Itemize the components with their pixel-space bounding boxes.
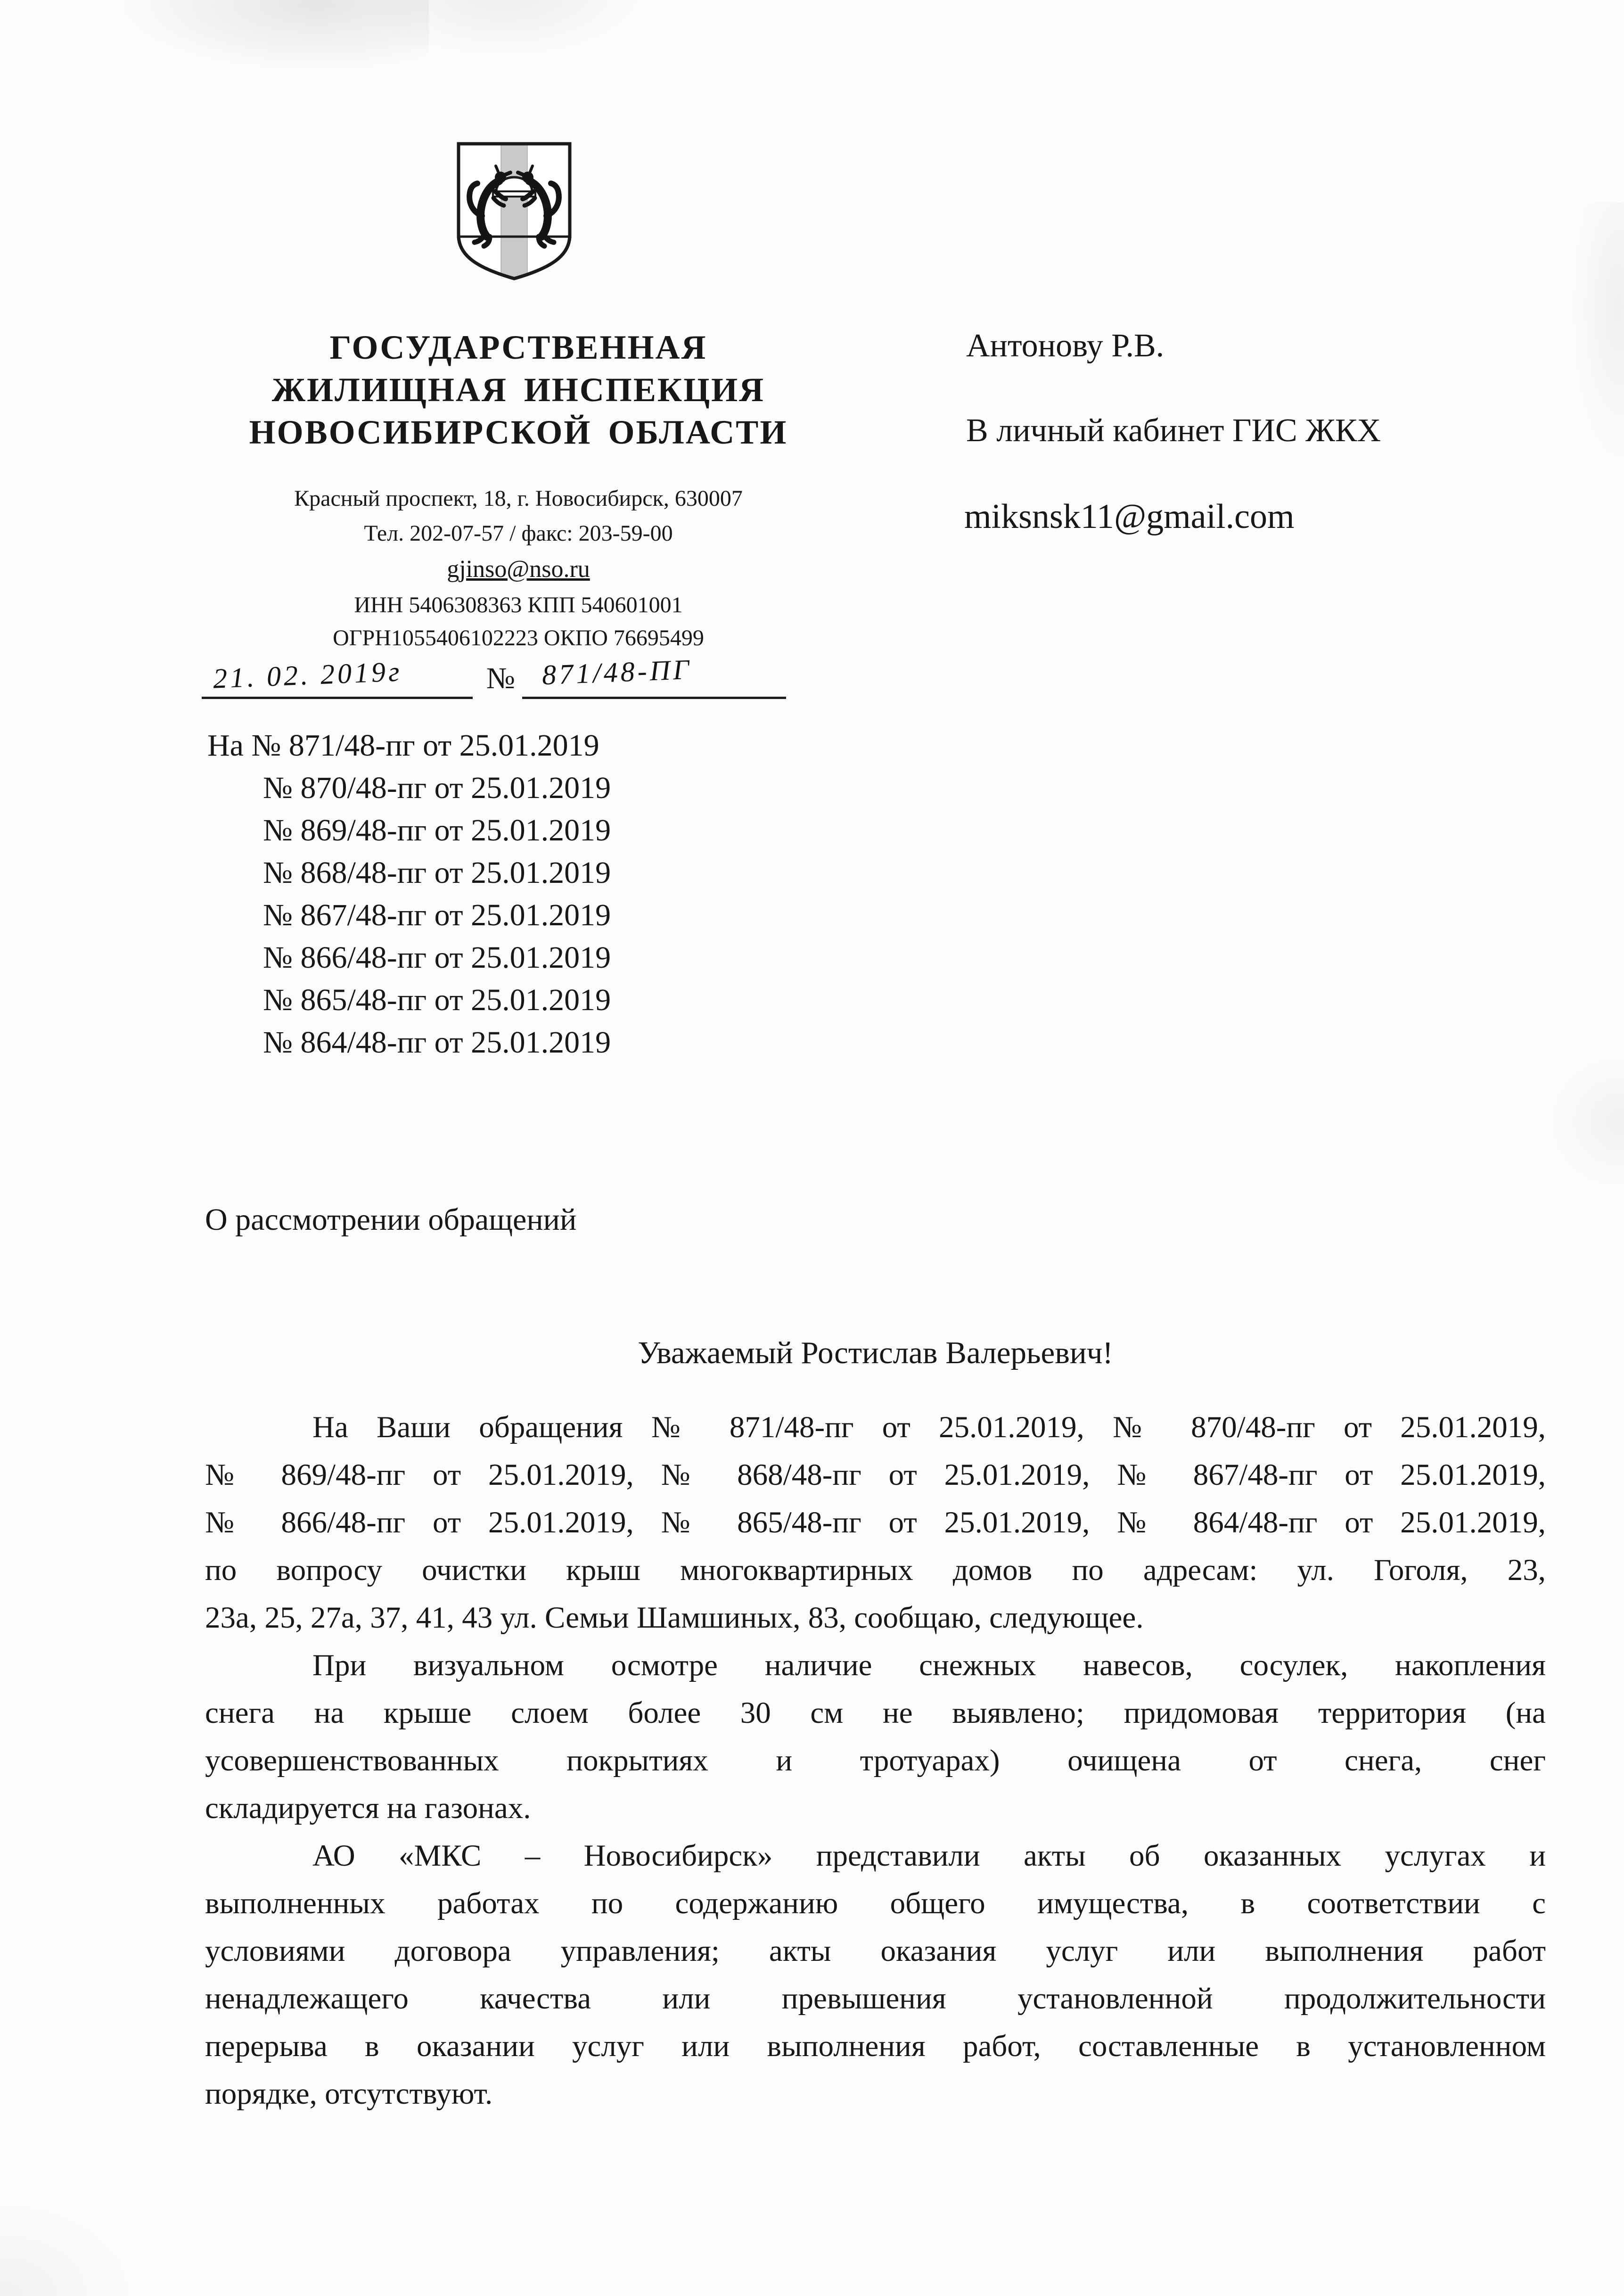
body-line: выполненных работах по содержанию общего имущества, в соответствии с [205, 1886, 1546, 1920]
coat-of-arms-novosibirsk-oblast [453, 140, 575, 282]
scan-artifact [1569, 203, 1624, 467]
reference-list [207, 724, 611, 1064]
scan-artifact [108, 0, 429, 75]
org-name-line-3: НОВОСИБИРСКОЙ ОБЛАСТИ [249, 413, 788, 451]
recipient-name: Антонову Р.В. [966, 328, 1165, 364]
reference-item: № 866/48-пг от 25.01.2019 [263, 940, 611, 975]
number-ruleline [522, 697, 786, 699]
org-name-line-2: ЖИЛИЩНАЯ ИНСПЕКЦИЯ [271, 371, 765, 409]
salutation: Уважаемый Ростислав Валерьевич! [638, 1335, 1113, 1370]
recipient-delivery-method: В личный кабинет ГИС ЖКХ [966, 412, 1381, 449]
scan-artifact [0, 2197, 141, 2296]
number-sign: № [486, 661, 516, 695]
org-phone-fax: Тел. 202-07-57 / факс: 203-59-00 [364, 521, 673, 546]
subject-line: О рассмотрении обращений [205, 1202, 577, 1237]
body-line: складируется на газонах. [205, 1791, 531, 1825]
org-address: Красный проспект, 18, г. Новосибирск, 630007 [294, 486, 743, 511]
body-line: ненадлежащего качества или превышения установленной продолжительности [205, 1982, 1546, 2016]
org-name-line-1: ГОСУДАРСТВЕННАЯ [329, 329, 707, 366]
outgoing-number-handwritten: 871/48-ПГ [541, 653, 693, 691]
body-line: АО «МКС – Новосибирск» представили акты об оказанных услугах и [312, 1839, 1546, 1873]
body-line: При визуальном осмотре наличие снежных навесов, сосулек, накопления [312, 1648, 1546, 1682]
scan-artifact [358, 0, 650, 61]
coat-of-arms-icon [453, 140, 575, 282]
body-line: перерыва в оказании услуг или выполнения работ, составленные в установленном [205, 2029, 1546, 2063]
reference-item: № 865/48-пг от 25.01.2019 [263, 983, 611, 1017]
body-line: № 869/48-пг от 25.01.2019, № 868/48-пг от 25.01.2019, № 867/48-пг от 25.01.2019, [205, 1458, 1546, 1492]
outgoing-date-handwritten: 21. 02. 2019г [212, 656, 403, 694]
org-ogrn-okpo: ОГРН1055406102223 ОКПО 76695499 [333, 625, 704, 650]
body-line: На Ваши обращения № 871/48-пг от 25.01.2019, № 870/48-пг от 25.01.2019, [312, 1410, 1546, 1444]
body-line: 23а, 25, 27а, 37, 41, 43 ул. Семьи Шамшиных, 83, сообщаю, следующее. [205, 1601, 1144, 1635]
body-line: № 866/48-пг от 25.01.2019, № 865/48-пг от 25.01.2019, № 864/48-пг от 25.01.2019, [205, 1506, 1546, 1539]
body-line: снега на крыше слоем более 30 см не выявлено; придомовая территория (на [205, 1696, 1546, 1730]
reference-item: № 869/48-пг от 25.01.2019 [263, 813, 611, 848]
body-line: по вопросу очистки крыш многоквартирных домов по адресам: ул. Гоголя, 23, [205, 1553, 1546, 1587]
reference-item: № 868/48-пг от 25.01.2019 [263, 856, 611, 890]
reference-item: На № 871/48-пг от 25.01.2019 [207, 728, 599, 763]
date-ruleline [202, 697, 473, 699]
scan-artifact [1546, 1051, 1624, 1193]
reference-item: № 867/48-пг от 25.01.2019 [263, 898, 611, 932]
recipient-email: miksnsk11@gmail.com [964, 497, 1295, 536]
body-line: порядке, отсутствуют. [205, 2077, 493, 2111]
body-line: усовершенствованных покрытиях и тротуарах) очищена от снега, снег [205, 1744, 1546, 1778]
org-email: gjinso@nso.ru [447, 556, 590, 583]
body-line: условиями договора управления; акты оказания услуг или выполнения работ [205, 1934, 1546, 1968]
letter-body [205, 1404, 1546, 2118]
reference-item: № 870/48-пг от 25.01.2019 [263, 771, 611, 805]
reference-item: № 864/48-пг от 25.01.2019 [263, 1025, 611, 1060]
org-inn-kpp: ИНН 5406308363 КПП 540601001 [354, 593, 683, 617]
